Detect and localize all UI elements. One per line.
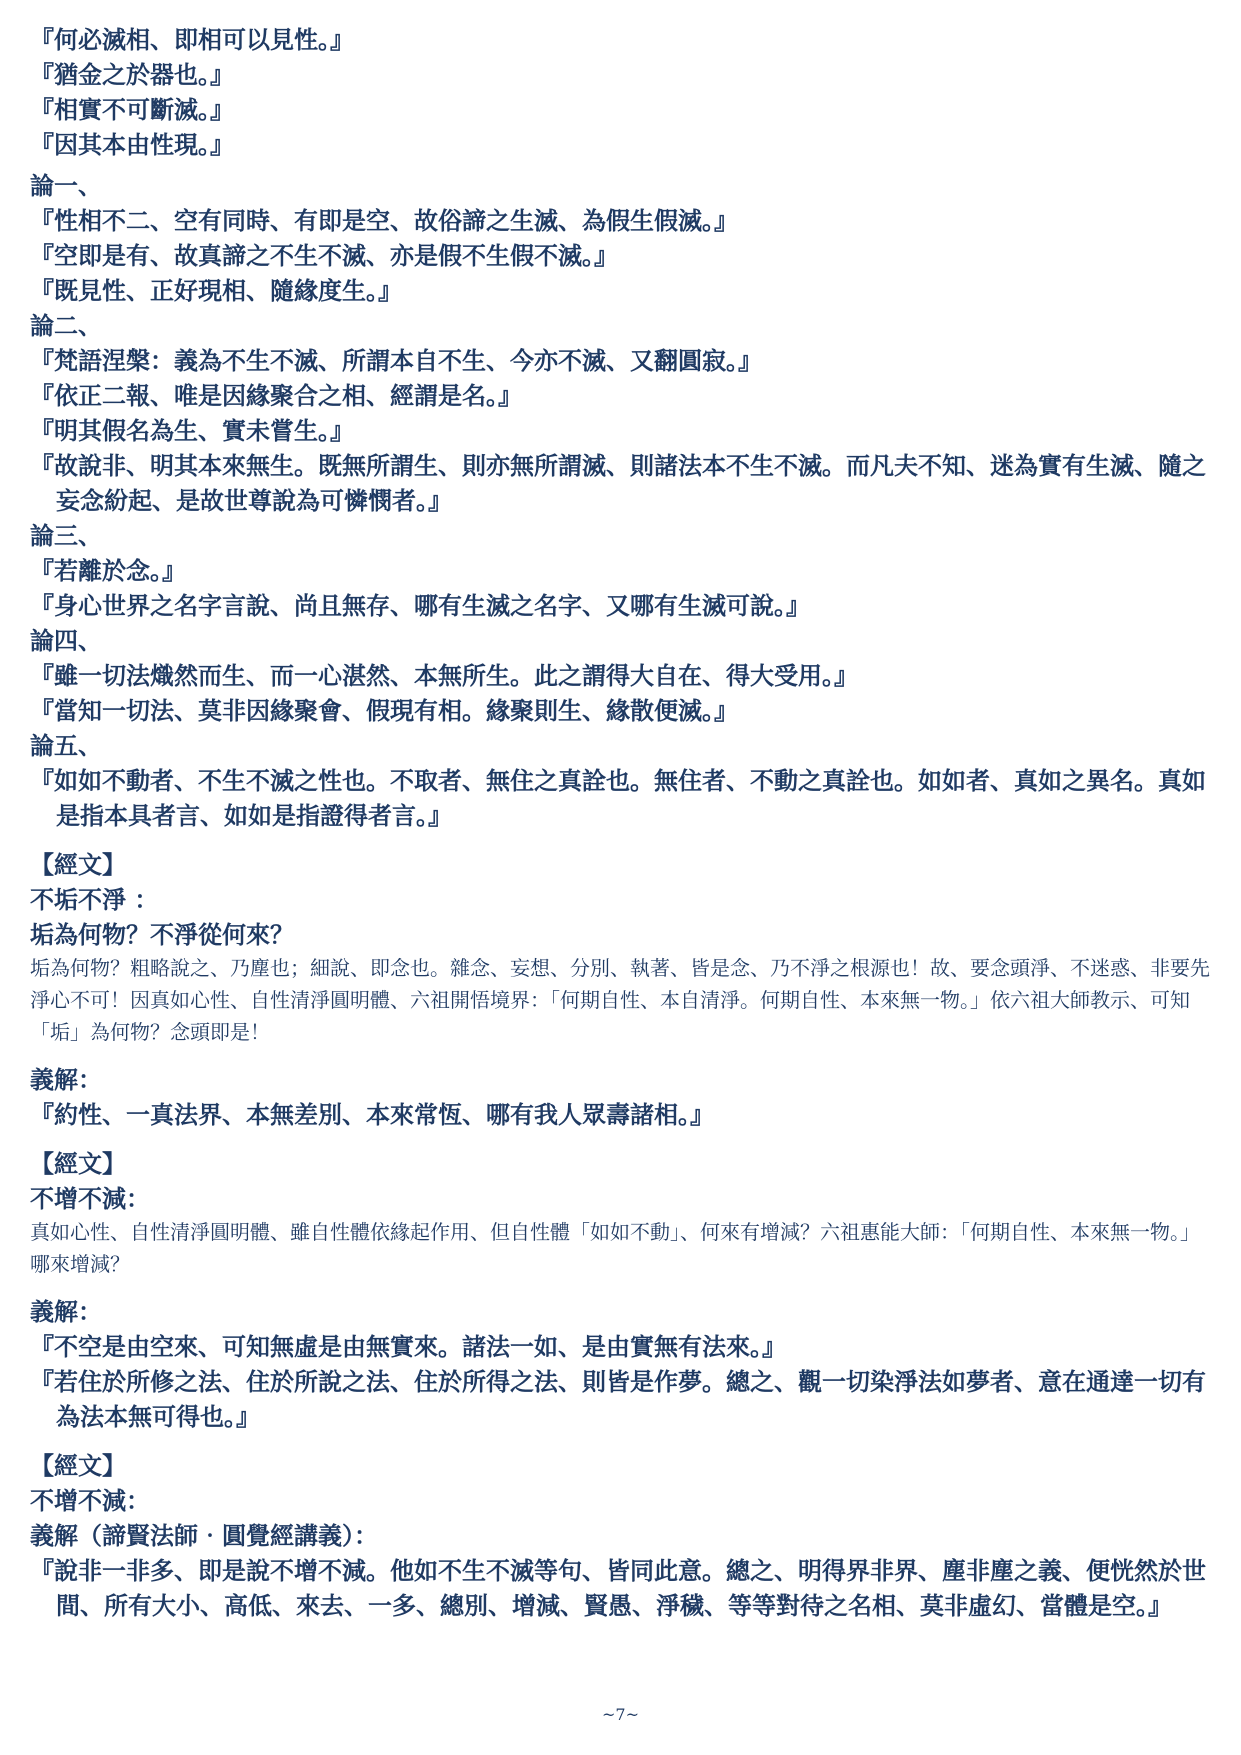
quote-line: 『因其本由性現。』 [30,130,234,159]
quote-line: 『說非一非多、即是說不增不減。他如不生不滅等句、皆同此意。總之、明得界非界、塵非塵之義、便恍然於世間、所有大小、高低、來去、一多、總別、增減、賢愚、淨穢、等等對待之名相、莫非虛幻、當體是空。』 [30,1556,1206,1620]
quote-line: 『何必滅相、即相可以見性。』 [30,25,354,54]
sutra-phrase: 不垢不淨 ： [30,885,159,914]
body-paragraph: 真如心性、自性清淨圓明體、雖自性體依緣起作用、但自性體「如如不動」、何來有增減？六祖惠能大師：「何期自性、本來無一物。」哪來增減？ [30,1220,1200,1276]
quote-line: 『如如不動者、不生不滅之性也。不取者、無住之真詮也。無住者、不動之真詮也。如如者、真如之異名。真如是指本具者言、如如是指證得者言。』 [30,766,1206,830]
page-number: ~7~ [602,1705,639,1724]
quote-line: 『梵語涅槃：義為不生不滅、所謂本自不生、今亦不滅、又翻圓寂。』 [30,346,762,375]
quote-line: 『相實不可斷滅。』 [30,95,234,124]
section-heading: 論五、 [30,731,102,760]
quote-line: 『依正二報、唯是因緣聚合之相、經謂是名。』 [30,381,522,410]
commentary-heading: 義解（諦賢法師‧圓覺經講義）： [30,1521,378,1550]
quote-line: 『性相不二、空有同時、有即是空、故俗諦之生滅、為假生假滅。』 [30,206,738,235]
quote-line: 『猶金之於器也。』 [30,60,234,89]
sutra-phrase: 不增不減： [30,1486,150,1515]
quote-line: 『空即是有、故真諦之不生不滅、亦是假不生假不滅。』 [30,241,618,270]
quote-line: 『若住於所修之法、住於所說之法、住於所得之法、則皆是作夢。總之、觀一切染淨法如夢者、意在通達一切有為法本無可得也。』 [30,1367,1206,1431]
sutra-heading: 【經文】 [30,1149,126,1178]
quote-line: 『身心世界之名字言說、尚且無存、哪有生滅之名字、又哪有生滅可說。』 [30,591,810,620]
sutra-heading: 【經文】 [30,850,126,879]
section-heading: 論二、 [30,311,102,340]
section-heading: 論四、 [30,626,102,655]
commentary-heading: 義解： [30,1297,102,1326]
quote-line: 『既見性、正好現相、隨緣度生。』 [30,276,402,305]
body-paragraph: 垢為何物？粗略說之、乃塵也；細說、即念也。雜念、妄想、分別、執著、皆是念、乃不淨之根源也！故、要念頭淨、不迷惑、非要先淨心不可！因真如心性、自性清淨圓明體、六祖開悟境界：「何期自性、本自清淨。何期自性、本來無一物。」依六祖大師教示、可知「垢」為何物？念頭即是！ [30,956,1210,1044]
quote-line: 『雖一切法熾然而生、而一心湛然、本無所生。此之謂得大自在、得大受用。』 [30,661,858,690]
quote-line: 『不空是由空來、可知無虛是由無實來。諸法一如、是由實無有法來。』 [30,1332,786,1361]
quote-line: 『故說非、明其本來無生。既無所謂生、則亦無所謂滅、則諸法本不生不滅。而凡夫不知、迷為實有生滅、隨之妄念紛起、是故世尊說為可憐憫者。』 [30,451,1206,515]
section-heading: 論三、 [30,521,102,550]
quote-line: 『約性、一真法界、本無差別、本來常恆、哪有我人眾壽諸相。』 [30,1100,714,1129]
quote-line: 『當知一切法、莫非因緣聚會、假現有相。緣聚則生、緣散便滅。』 [30,696,738,725]
sutra-phrase: 不增不減： [30,1184,150,1213]
question-heading: 垢為何物？不淨從何來？ [30,920,294,949]
commentary-heading: 義解： [30,1065,102,1094]
quote-line: 『明其假名為生、實未嘗生。』 [30,416,354,445]
quote-line: 『若離於念。』 [30,556,186,585]
section-heading: 論一、 [30,171,102,200]
sutra-heading: 【經文】 [30,1451,126,1480]
